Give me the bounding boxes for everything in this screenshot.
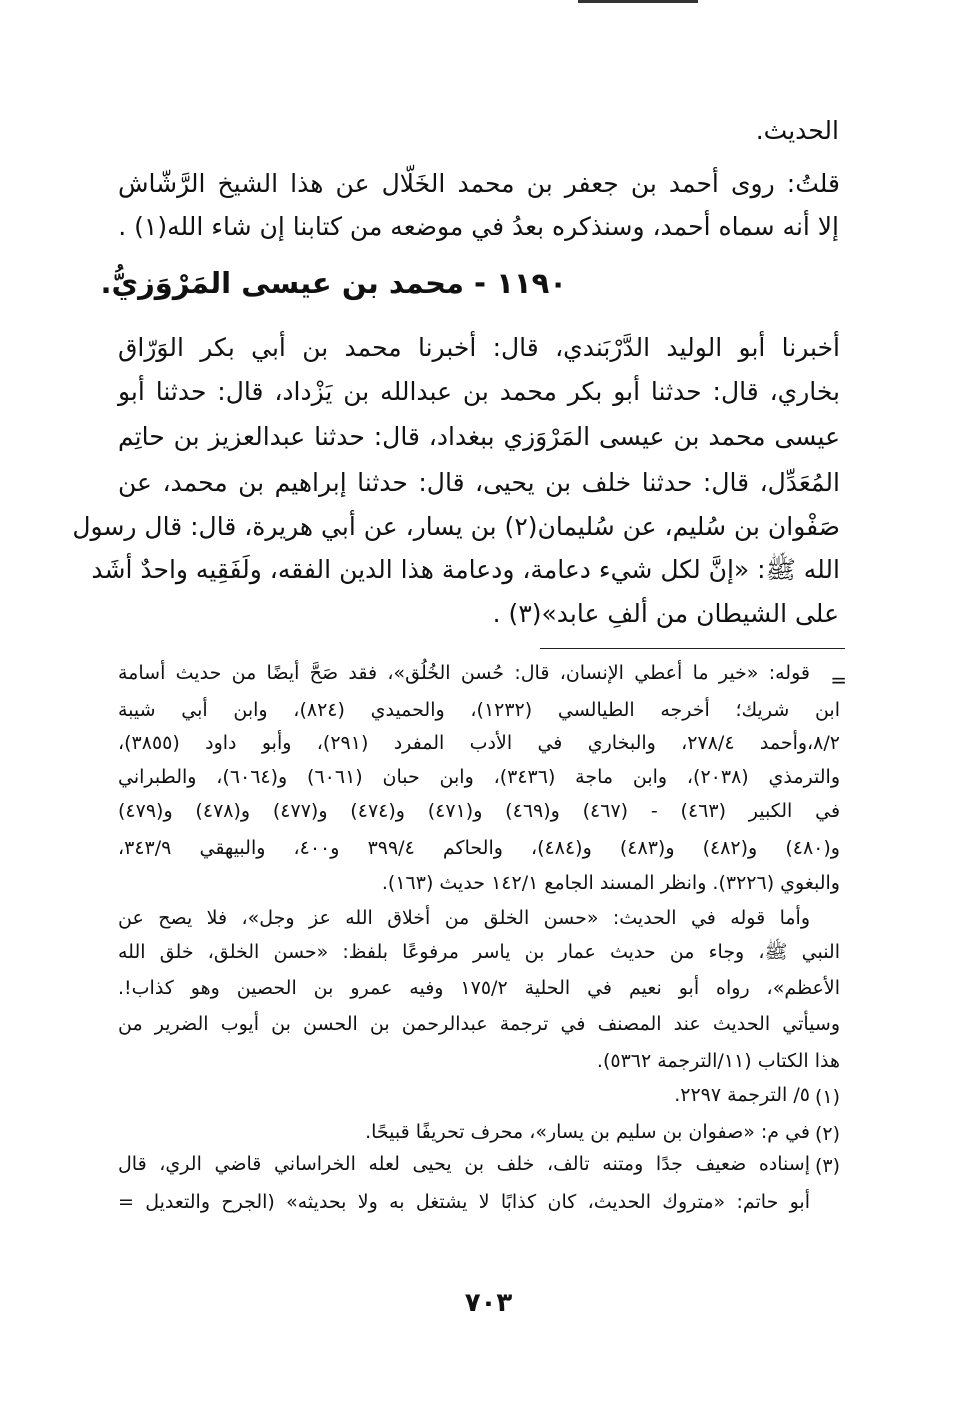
entry-line: صَفْوان بن سُليم، عن سُليمان(٢) بن يسار، عن أبي هريرة، قال: قال رسول: [72, 512, 840, 541]
footnote-line: والبغوي (٣٢٢٦). وانظر المسند الجامع ١٤٢/١ حديث (١٦٣).: [381, 872, 840, 894]
entry-line: أخبرنا أبو الوليد الدَّرْبَندي، قال: أخبرنا محمد بن أبي بكر الوَرّاق: [118, 333, 840, 362]
footnote-line: الأعظم»، رواه أبو نعيم في الحلية ١٧٥/٢ وفيه عمرو بن الحصين وهو كذاب!.: [118, 977, 840, 999]
footnote-number: (٣): [814, 1155, 840, 1177]
footnote-text: ٥/ الترجمة ٢٢٩٧.: [674, 1084, 810, 1106]
footnote-line: ٨/٢،وأحمد ٢٧٨/٤، والبخاري في الأدب المفرد (٢٩١)، وأبو داود (٣٨٥٥)،: [118, 732, 840, 754]
top-edge-rule: [578, 0, 698, 3]
footnote-line: ابن شريك؛ أخرجه الطيالسي (١٢٣٢)، والحميدي (٨٢٤)، وابن أبي شيبة: [118, 699, 840, 721]
page-number: ٧٠٣: [464, 1288, 513, 1318]
entry-line: عيسى محمد بن عيسى المَرْوَزي ببغداد، قال: حدثنا عبدالعزيز بن حاتِم: [118, 422, 840, 451]
footnote-continuation-mark: =: [830, 668, 847, 692]
footnote-number: (٢): [814, 1123, 840, 1145]
footnote-number: (١): [814, 1086, 840, 1108]
entry-heading: ١١٩٠ - محمد بن عيسى المَرْوَزيُّ.: [100, 266, 567, 300]
entry-line: الله ﷺ: «إنَّ لكل شيء دعامة، ودعامة هذا الدين الفقه، ولَفَقِيه واحدٌ أشَد: [91, 555, 840, 584]
footnote-text: في م: «صفوان بن سليم بن يسار»، محرف تحريفًا قبيحًا.: [365, 1121, 810, 1143]
footnote-line: في الكبير (٤٦٣) - (٤٦٧) و(٤٦٩) و(٤٧١) و(٤٧٤) و(٤٧٧) و(٤٧٨) و(٤٧٩): [118, 800, 841, 822]
footnote-line: قوله: «خير ما أعطي الإنسان، قال: حُسن الخُلُق»، فقد صَحَّ أيضًا من حديث أسامة: [118, 662, 810, 684]
footnote-line: والترمذي (٢٠٣٨)، وابن ماجة (٣٤٣٦)، وابن حبان (٦٠٦١) و(٦٠٦٤)، والطبراني: [118, 766, 840, 788]
footnote-separator: [540, 648, 845, 649]
body-line: قلتُ: روى أحمد بن جعفر بن محمد الخَلّال عن هذا الشيخ الرَّشّاش: [118, 169, 840, 198]
footnote-text: إسناده ضعيف جدًا ومتنه تالف، خلف بن يحيى لعله الخراساني قاضي الري، قال: [118, 1153, 810, 1175]
footnote-line: وأما قوله في الحديث: «حسن الخلق من أخلاق الله عز وجل»، فلا يصح عن: [118, 907, 810, 929]
footnote-line: وسيأتي الحديث عند المصنف في ترجمة عبدالرحمن بن الحسن بن أيوب الضرير من: [118, 1013, 840, 1035]
entry-line: المُعَدِّل، قال: حدثنا خلف بن يحيى، قال: حدثنا إبراهيم بن محمد، عن: [118, 468, 840, 497]
body-line: الحديث.: [755, 116, 839, 145]
entry-line: على الشيطان من ألفِ عابد»(٣) .: [492, 599, 839, 628]
body-line: إلا أنه سماه أحمد، وسنذكره بعدُ في موضعه من كتابنا إن شاء الله(١) .: [118, 212, 839, 241]
footnote-line: و(٤٨٠) و(٤٨٢) و(٤٨٣) و(٤٨٤)، والحاكم ٣٩٩/٤ و٤٠٠، والبيهقي ٣٤٣/٩،: [118, 837, 840, 859]
footnote-line: النبي ﷺ، وجاء من حديث عمار بن ياسر مرفوعًا بلفظ: «حسن الخلق، خلق الله: [118, 941, 840, 963]
footnote-text: أبو حاتم: «متروك الحديث، كان كذابًا لا يشتغل به ولا بحديثه» (الجرح والتعديل =: [118, 1191, 810, 1213]
footnote-line: هذا الكتاب (١١/الترجمة ٥٣٦٢).: [596, 1050, 840, 1072]
entry-line: بخاري، قال: حدثنا أبو بكر محمد بن عبدالله بن يَزْداد، قال: حدثنا أبو: [118, 377, 840, 406]
